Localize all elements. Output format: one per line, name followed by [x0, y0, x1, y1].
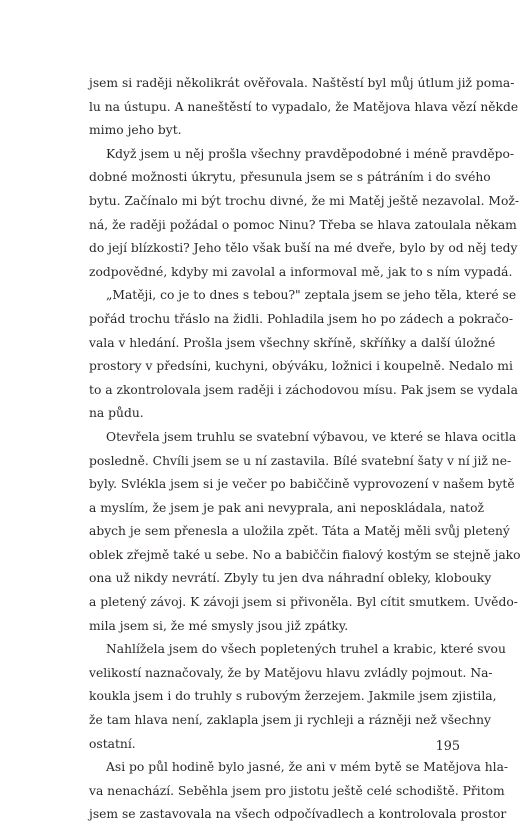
text-line: zodpovědné, kdyby mi zavolal a informoval mě, jak to s ním vypadá. [89, 264, 513, 279]
text-line: bytu. Začínalo mi být trochu divné, že mi Matěj ještě nezavolal. Mož- [89, 193, 520, 208]
text-line: že tam hlava není, zaklapla jsem ji rychleji a rázněji než všechny [89, 713, 492, 728]
text-line: posledně. Chvíli jsem se u ní zastavila. Bílé svatební šaty v ní již ne- [89, 453, 512, 468]
text-line: Otevřela jsem truhlu se svatební výbavou, ve které se hlava ocitla [106, 429, 517, 444]
text-line: jsem se zastavovala na všech odpočívadlech a kontrolovala prostor [89, 807, 507, 822]
text-line: do její blízkosti? Jeho tělo však buší na mé dveře, bylo by od něj tedy [89, 241, 518, 256]
text-line: a pletený závoj. K závoji jsem si přivoněla. Byl cítit smutkem. Uvědo- [89, 595, 518, 610]
text-line: oblek zřejmě také u sebe. No a babiččin fialový kostým se stejně jako [89, 547, 521, 562]
text-line: abych je sem přenesla a uložila zpět. Táta a Matěj měli svůj pletený [89, 524, 510, 539]
text-line: Asi po půl hodině bylo jasné, že ani v mém bytě se Matějova hla- [106, 760, 509, 775]
text-line: koukla jsem i do truhly s rubovým žerzejem. Jakmile jsem zjistila, [89, 689, 497, 704]
text-line: velikostí naznačovaly, že by Matějovu hlavu zvládly pojmout. Na- [89, 665, 493, 680]
text-line: mila jsem si, že mé smysly jsou již zpátky. [89, 618, 349, 633]
text-line: va nenachází. Seběhla jsem pro jistotu ještě celé schodiště. Přitom [89, 783, 505, 798]
text-line: jsem si raději několikrát ověřovala. Naštěstí byl můj útlum již poma- [89, 76, 515, 90]
text-line: ostatní. [89, 736, 136, 751]
text-line: ona už nikdy nevrátí. Zbyly tu jen dva náhradní obleky, klobouky [89, 571, 492, 586]
page-number: 195 [435, 739, 460, 754]
text-line: ná, že raději požádal o pomoc Ninu? Třeba se hlava zatoulala někam [89, 217, 517, 232]
text-line: to a zkontrolovala jsem raději i záchodovou mísu. Pak jsem se vydala [89, 382, 518, 397]
text-line: Nahlížela jsem do všech popletených truhel a krabic, které svou [106, 642, 506, 657]
text-line: Když jsem u něj prošla všechny pravděpodobné i méně pravděpo- [106, 146, 515, 161]
text-line: mimo jeho byt. [89, 123, 182, 138]
text-line: lu na ústupu. A naneštěstí to vypadalo, že Matějova hlava vězí někde [89, 99, 519, 114]
text-line: „Matěji, co je to dnes s tebou?" zeptala jsem se jeho těla, které se [106, 288, 517, 303]
text-line: prostory v předsíni, kuchyni, obýváku, ložnici i koupelně. Nedalo mi [89, 359, 513, 374]
text-line: pořád trochu třáslo na židli. Pohladila jsem ho po zádech a pokračo- [89, 311, 513, 326]
text-line: vala v hledání. Prošla jsem všechny skříně, skříňky a další úložné [89, 335, 496, 350]
text-line: byly. Svlékla jsem si je večer po babiččině vyprovození v našem bytě [89, 477, 515, 492]
text-line: a myslím, že jsem je pak ani nevyprala, ani neposkládala, natož [89, 500, 484, 515]
text-line: na půdu. [89, 406, 144, 421]
body-text [89, 72, 521, 827]
text-line: dobné možnosti úkrytu, přesunula jsem se s pátráním i do svého [89, 170, 491, 185]
